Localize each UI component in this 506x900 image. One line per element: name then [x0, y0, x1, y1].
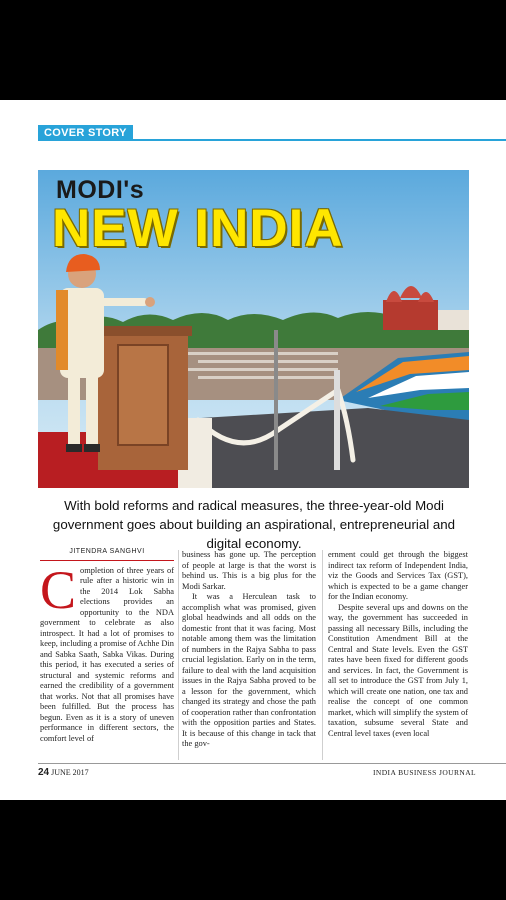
byline: JITENDRA SANGHVI: [40, 547, 174, 561]
magazine-page: [0, 100, 506, 800]
page-number: 24: [38, 767, 50, 778]
folio: [38, 767, 89, 778]
section-rule: [133, 139, 506, 141]
column-2-paragraph-1: business has gone up. The perception of people at large is that the worst is behind us. This is a big plus for the Modi Sarkar.: [182, 550, 316, 591]
hero-title-line2: NEW INDIA: [52, 199, 344, 258]
issue-date: JUNE 2017: [51, 768, 89, 777]
article-column-1: [40, 550, 174, 744]
article-column-2: [182, 550, 316, 750]
column-divider: [322, 550, 323, 760]
column-1-paragraph: ompletion of three years of rule after a historic win in the 2014 Lok Sabha elections provides an opportunity to the NDA government to celebrate as also introspect. It had a lot of promises to keep, including a promise of Achhe Din and Sabka Saath, Sabka Vikas. During this period, it has executed a series of structural and systemic reforms and earned the credibility of a government that works. Not that all promises have been fulfilled. But the process has begun. Even as it is a story of uneven performance in different sectors, the comfort level of: [40, 565, 174, 743]
column-divider: [178, 550, 179, 760]
hero-photo: [38, 170, 469, 488]
column-2-paragraph-2: It was a Herculean task to accomplish what was promised, given global headwinds and all odds on the domestic front that it was facing. Most notable among them was the limitation of numbers in the Rajya Sabha to pass crucial legislation. Early on in the term, failure to deal with the land acquisition issues in the Rajya Sabha proved to be a lesson for the government, which changed its strategy and chose the path of cooperation rather than confrontation with the opposition parties and States. It is because of this change in tack that the gov-: [182, 592, 316, 748]
hero-title-line1: MODI's: [56, 176, 145, 204]
column-3-paragraph-1: ernment could get through the biggest indirect tax reform of Independent India, viz the Goods and Services Tax (GST), which is expected to be a game changer for the Indian economy.: [328, 550, 468, 601]
footer-rule: [38, 763, 506, 764]
drop-cap: C: [40, 559, 77, 620]
column-3-paragraph-2: Despite several ups and downs on the way, the government has succeeded in passing all necessary Bills, including the Constitution Amendment Bill at the Central and State levels. Even the GST rates have been fixed for different goods and services. In fact, the Government is all set to introduce the GST from July 1, which will create one nation, one tax and realise the concept of one common market, which will simplify the system of taxation, subsume several State and Central level taxes (even local: [328, 602, 468, 738]
article-dek: With bold reforms and radical measures, the three-year-old Modi government goes about building an aspirational, entrepreneurial and digital economy.: [52, 498, 456, 551]
section-label: COVER STORY: [38, 125, 133, 141]
article-column-3: [328, 550, 468, 739]
journal-name: INDIA BUSINESS JOURNAL: [373, 768, 476, 777]
